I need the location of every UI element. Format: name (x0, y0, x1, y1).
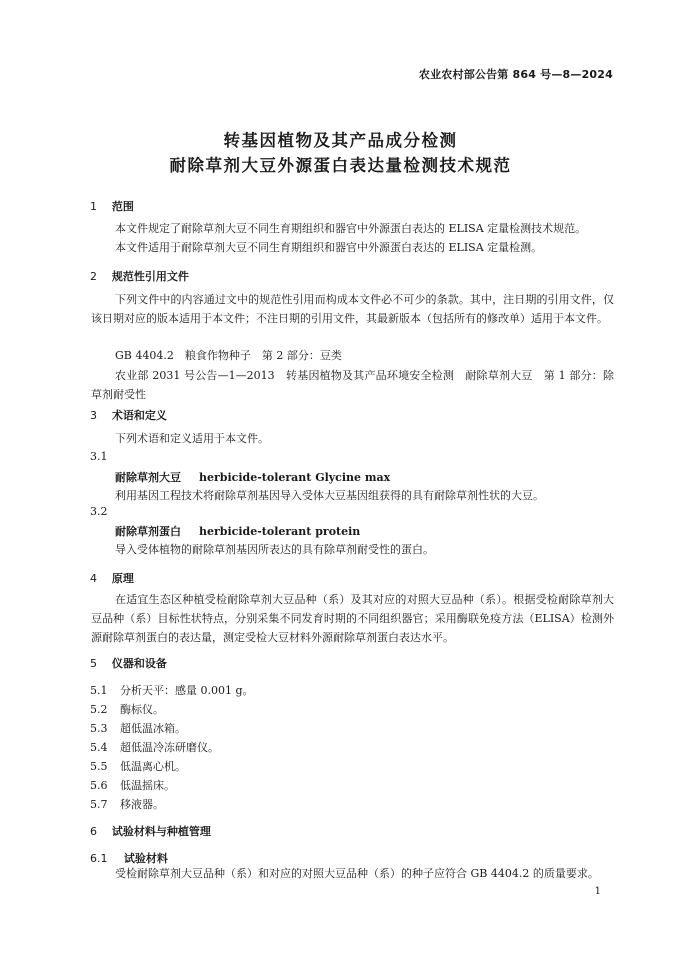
normative-reference-1: GB 4404.2 粮食作物种子 第 2 部分：豆类 (115, 349, 342, 362)
item-number: 5.1 (90, 684, 108, 697)
section-number: 5 (90, 657, 97, 670)
item-text: 移液器。 (120, 798, 164, 811)
section-title: 仪器和设备 (111, 657, 167, 670)
section-title: 规范性引用文件 (111, 270, 189, 283)
item-number: 5.4 (90, 741, 108, 754)
item-text: 低温摇床。 (120, 779, 175, 792)
term-3-2-number: 3.2 (90, 505, 108, 518)
term-chinese: 耐除草剂大豆 (115, 471, 181, 484)
section-6-1-paragraph-1: 受检耐除草剂大豆品种（系）和对应的对照大豆品种（系）的种子应符合 GB 4404.2 的质量要求。 (115, 867, 599, 880)
document-code-header: 农业农村部公告第 864 号—8—2024 (418, 68, 613, 81)
term-3-2-heading (115, 523, 360, 539)
term-english: herbicide-tolerant Glycine max (199, 471, 391, 484)
section-2-paragraph-1: 下列文件中的内容通过文中的规范性引用而构成本文件必不可少的条款。其中，注日期的引用文件，仅该日期对应的版本适用于本文件；不注日期的引用文件，其最新版本（包括所有的修改单）适用于本文件。 (91, 293, 614, 325)
item-number: 5.5 (90, 760, 108, 773)
subsection-title: 试验材料 (123, 852, 168, 865)
term-chinese: 耐除草剂蛋白 (115, 525, 181, 538)
section-number: 3 (90, 409, 97, 422)
section-1-paragraph-1: 本文件规定了耐除草剂大豆不同生育期组织和器官中外源蛋白表达的 ELISA 定量检测技术规范。 (115, 222, 587, 235)
section-title: 范围 (111, 200, 134, 213)
equipment-item (90, 758, 186, 774)
section-number: 1 (90, 200, 97, 213)
item-text: 低温离心机。 (120, 760, 186, 773)
subsection-number: 6.1 (90, 852, 108, 865)
section-1-paragraph-2: 本文件适用于耐除草剂大豆不同生育期组织和器官中外源蛋白表达的 ELISA 定量检测。 (115, 241, 543, 254)
section-3-paragraph-1: 下列术语和定义适用于本文件。 (115, 432, 269, 445)
equipment-item (90, 777, 175, 793)
term-3-1-definition: 利用基因工程技术将耐除草剂基因导入受体大豆基因组获得的具有耐除草剂性状的大豆。 (115, 489, 544, 502)
item-number: 5.3 (90, 722, 108, 735)
term-3-2-definition: 导入受体植物的耐除草剂基因所表达的具有除草剂耐受性的蛋白。 (115, 543, 434, 556)
normative-reference-2: 农业部 2031 号公告—1—2013 转基因植物及其产品环境安全检测 耐除草剂大豆 第 1 部分：除草剂耐受性 (91, 369, 614, 401)
item-text: 超低温冰箱。 (120, 722, 186, 735)
item-number: 5.2 (90, 703, 108, 716)
section-1-heading (90, 198, 134, 214)
section-number: 4 (90, 572, 97, 585)
equipment-item (90, 701, 164, 717)
section-3-heading (90, 407, 167, 423)
section-4-heading (90, 570, 134, 586)
section-title: 试验材料与种植管理 (111, 825, 211, 838)
section-4-paragraph-1: 在适宜生态区种植受检耐除草剂大豆品种（系）及其对应的对照大豆品种（系）。根据受检耐除草剂大豆品种（系）目标性状特点，分别采集不同发育时期的不同组织器官；采用酶联免疫方法（ELISA）检测外源耐除草剂蛋白的表达量，测定受检大豆材料外源耐除草剂蛋白表达水平。 (91, 593, 614, 644)
section-number: 6 (90, 825, 97, 838)
page-number: 1 (594, 886, 601, 897)
section-2-heading (90, 268, 189, 284)
section-5-heading (90, 655, 167, 671)
equipment-item (90, 682, 254, 698)
section-6-heading (90, 823, 211, 839)
item-text: 分析天平：感量 0.001 g。 (120, 684, 254, 697)
term-3-1-heading (115, 469, 390, 485)
section-number: 2 (90, 270, 97, 283)
item-number: 5.7 (90, 798, 108, 811)
item-number: 5.6 (90, 779, 108, 792)
item-text: 超低温冷冻研磨仪。 (120, 741, 219, 754)
equipment-item (90, 796, 164, 812)
equipment-item (90, 720, 186, 736)
section-title: 术语和定义 (111, 409, 167, 422)
document-title-line-1: 转基因植物及其产品成分检测 (223, 131, 458, 150)
term-3-1-number: 3.1 (90, 450, 108, 463)
document-title-line-2: 耐除草剂大豆外源蛋白表达量检测技术规范 (169, 156, 512, 175)
section-title: 原理 (111, 572, 134, 585)
equipment-item (90, 739, 219, 755)
item-text: 酶标仪。 (120, 703, 164, 716)
term-english: herbicide-tolerant protein (199, 525, 361, 538)
